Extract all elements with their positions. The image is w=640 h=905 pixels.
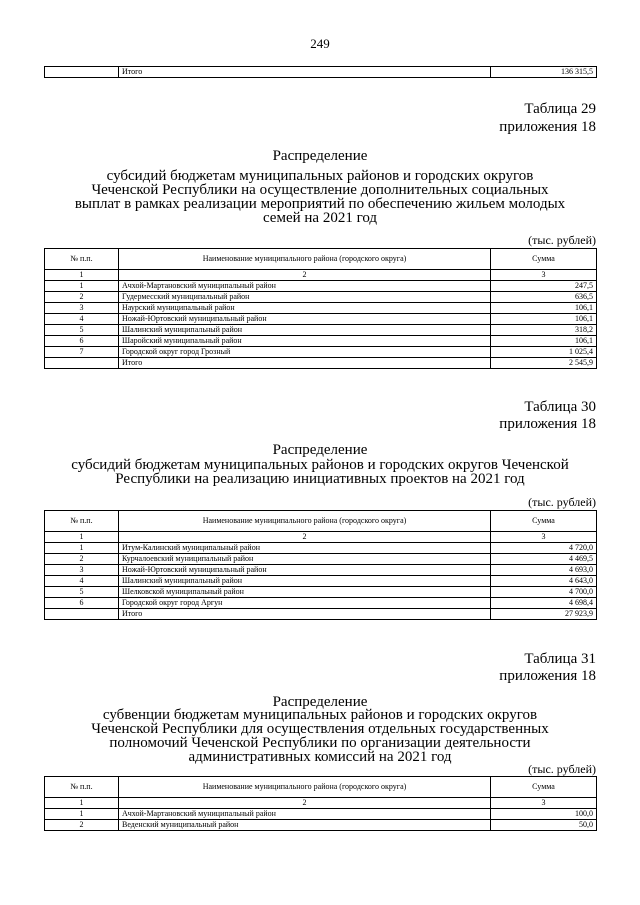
column-number: 3 — [491, 798, 597, 809]
table-caption — [44, 708, 596, 764]
column-number: 2 — [119, 532, 491, 543]
table-header — [45, 511, 597, 532]
row-name: Итого — [119, 67, 491, 78]
header-name: Наименование муниципального района (городского округа) — [119, 777, 491, 798]
section-heading: Распределение — [272, 148, 368, 164]
table-caption — [44, 169, 596, 225]
row-number: 2 — [45, 292, 119, 303]
row-name: Ачхой-Мартановский муниципальный район — [119, 281, 491, 292]
column-number: 1 — [45, 532, 119, 543]
table-label: Таблица 31 — [524, 651, 596, 667]
row-number: 2 — [45, 554, 119, 565]
table-row — [45, 67, 597, 78]
table-row — [45, 336, 597, 347]
section-heading: Распределение — [272, 694, 368, 710]
row-number: 1 — [45, 281, 119, 292]
data-table — [44, 776, 597, 831]
row-sum: 136 315,5 — [491, 67, 597, 78]
row-name: Городской округ город Грозный — [119, 347, 491, 358]
appendix-label: приложения 18 — [499, 119, 596, 135]
table-row — [45, 292, 597, 303]
table-row — [45, 347, 597, 358]
total-row — [45, 609, 597, 620]
table-header — [45, 249, 597, 270]
caption-line: субвенции бюджетам муниципальных районов и городских округов — [102, 707, 538, 723]
row-sum: 4 698,4 — [491, 598, 597, 609]
row-sum: 106,1 — [491, 336, 597, 347]
row-name: Ножай-Юртовский муниципальный район — [119, 565, 491, 576]
header-name: Наименование муниципального района (городского округа) — [119, 511, 491, 532]
row-name: Шаройский муниципальный район — [119, 336, 491, 347]
table-row — [45, 314, 597, 325]
table-row — [45, 820, 597, 831]
row-number — [45, 609, 119, 620]
row-sum: 50,0 — [491, 820, 597, 831]
total-label: Итого — [119, 609, 491, 620]
row-number: 2 — [45, 820, 119, 831]
table-row — [45, 587, 597, 598]
row-sum: 1 025,4 — [491, 347, 597, 358]
table-row — [45, 576, 597, 587]
units-label: (тыс. рублей) — [528, 762, 596, 776]
row-sum: 4 469,5 — [491, 554, 597, 565]
total-row — [45, 358, 597, 369]
header-sum: Сумма — [491, 511, 597, 532]
header-no: № п.п. — [45, 249, 119, 270]
row-sum: 4 643,0 — [491, 576, 597, 587]
header-name: Наименование муниципального района (городского округа) — [119, 249, 491, 270]
units-label: (тыс. рублей) — [528, 233, 596, 247]
row-sum: 318,2 — [491, 325, 597, 336]
row-number: 3 — [45, 303, 119, 314]
header-no: № п.п. — [45, 511, 119, 532]
row-name: Шелковской муниципальный район — [119, 587, 491, 598]
row-name: Ножай-Юртовский муниципальный район — [119, 314, 491, 325]
row-name: Итум-Калинский муниципальный район — [119, 543, 491, 554]
appendix-label: приложения 18 — [499, 668, 596, 684]
caption-line: субсидий бюджетам муниципальных районов и городских округов Чеченской — [71, 457, 569, 473]
table-row — [45, 598, 597, 609]
column-number: 2 — [119, 798, 491, 809]
caption-line: выплат в рамках реализации мероприятий по обеспечению жильем молодых — [74, 196, 566, 212]
column-number: 1 — [45, 270, 119, 281]
row-sum: 247,5 — [491, 281, 597, 292]
total-sum: 27 923,9 — [491, 609, 597, 620]
data-table — [44, 248, 597, 369]
row-number: 1 — [45, 543, 119, 554]
table-row — [45, 325, 597, 336]
row-name: Шалинский муниципальный район — [119, 576, 491, 587]
row-number: 4 — [45, 314, 119, 325]
caption-line: административных комиссий на 2021 год — [188, 749, 452, 765]
row-name: Гудермесский муниципальный район — [119, 292, 491, 303]
data-table — [44, 510, 597, 620]
header-no: № п.п. — [45, 777, 119, 798]
column-number: 1 — [45, 798, 119, 809]
caption-line: семей на 2021 год — [262, 210, 378, 226]
row-number — [45, 358, 119, 369]
appendix-label: приложения 18 — [499, 416, 596, 432]
row-sum: 4 700,0 — [491, 587, 597, 598]
row-sum: 100,0 — [491, 809, 597, 820]
row-number: 1 — [45, 809, 119, 820]
row-name: Шалинский муниципальный район — [119, 325, 491, 336]
table-label: Таблица 29 — [524, 101, 596, 117]
row-number: 5 — [45, 587, 119, 598]
table-label: Таблица 30 — [524, 399, 596, 415]
caption-line: Республики на реализацию инициативных проектов на 2021 год — [115, 471, 525, 487]
row-number — [45, 67, 119, 78]
page-number: 249 — [310, 36, 330, 51]
column-numbers-row — [45, 532, 597, 543]
caption-line: субсидий бюджетам муниципальных районов и городских округов — [106, 168, 534, 184]
row-name: Наурский муниципальный район — [119, 303, 491, 314]
table-row — [45, 809, 597, 820]
caption-line: Чеченской Республики для осуществления отдельных государственных — [91, 721, 549, 737]
table-row — [45, 303, 597, 314]
header-sum: Сумма — [491, 777, 597, 798]
column-numbers-row — [45, 270, 597, 281]
units-label: (тыс. рублей) — [528, 495, 596, 509]
row-number: 3 — [45, 565, 119, 576]
table-header — [45, 777, 597, 798]
row-number: 6 — [45, 598, 119, 609]
column-number: 3 — [491, 270, 597, 281]
column-numbers-row — [45, 798, 597, 809]
column-number: 2 — [119, 270, 491, 281]
section-heading: Распределение — [272, 442, 368, 458]
table-row — [45, 554, 597, 565]
row-sum: 636,5 — [491, 292, 597, 303]
row-number: 6 — [45, 336, 119, 347]
column-number: 3 — [491, 532, 597, 543]
row-name: Курчалоевский муниципальный район — [119, 554, 491, 565]
carry-over-table — [44, 66, 597, 78]
row-number: 7 — [45, 347, 119, 358]
row-name: Ачхой-Мартановский муниципальный район — [119, 809, 491, 820]
row-number: 4 — [45, 576, 119, 587]
table-row — [45, 565, 597, 576]
table-caption — [44, 458, 596, 486]
total-label: Итого — [119, 358, 491, 369]
caption-line: Чеченской Республики на осуществление дополнительных социальных — [91, 182, 549, 198]
caption-line: полномочий Чеченской Республики по организации деятельности — [109, 735, 531, 751]
table-row — [45, 281, 597, 292]
row-sum: 4 720,0 — [491, 543, 597, 554]
row-name: Веденский муниципальный район — [119, 820, 491, 831]
row-sum: 106,1 — [491, 303, 597, 314]
table-row — [45, 543, 597, 554]
row-name: Городской округ город Аргун — [119, 598, 491, 609]
row-number: 5 — [45, 325, 119, 336]
row-sum: 4 693,0 — [491, 565, 597, 576]
total-sum: 2 545,9 — [491, 358, 597, 369]
row-sum: 106,1 — [491, 314, 597, 325]
header-sum: Сумма — [491, 249, 597, 270]
